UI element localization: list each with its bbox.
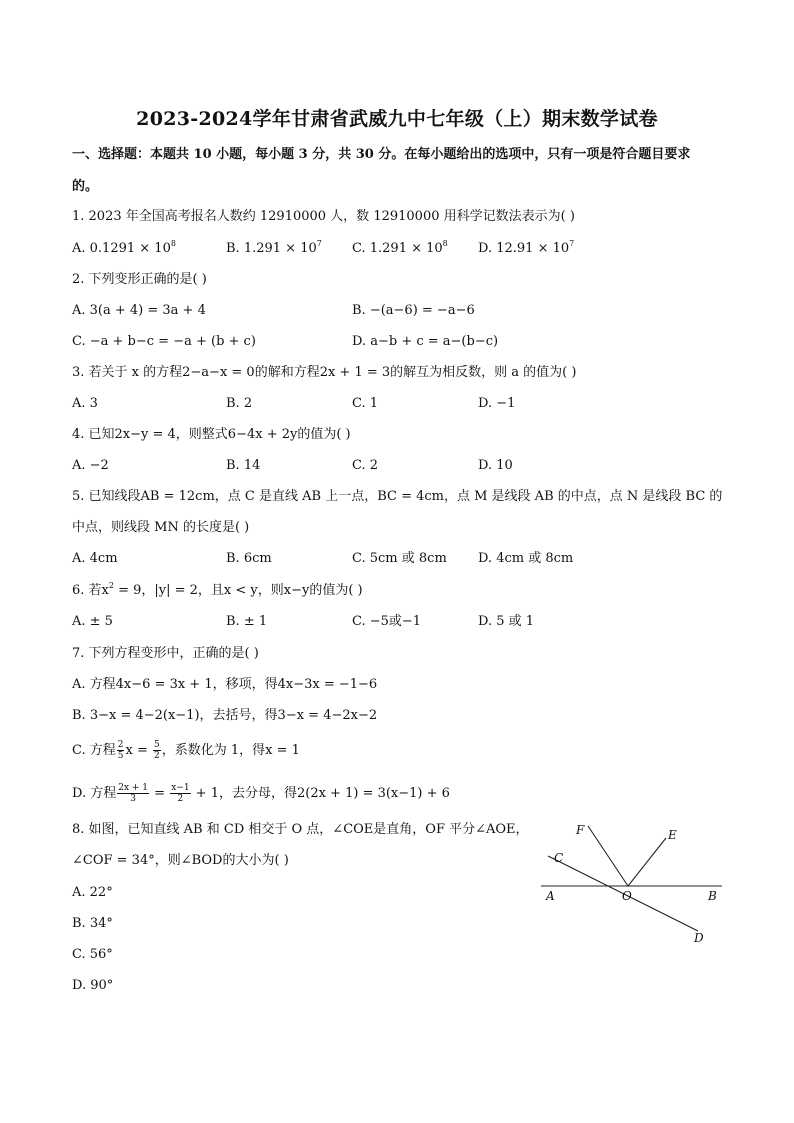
fraction: $\frac{2}{5}$ bbox=[117, 740, 124, 761]
label-d: D bbox=[694, 931, 704, 945]
q5-option-c: C. 5cm 或 8cm bbox=[352, 551, 447, 566]
q4-option-a: A. −2 bbox=[72, 458, 109, 473]
section-heading-line2: 的。 bbox=[72, 179, 99, 194]
q7-option-b: B. 3−x = 4−2(x−1)，去括号，得3−x = 4−2x−2 bbox=[72, 708, 378, 723]
q4-option-c: C. 2 bbox=[352, 458, 379, 473]
q4-option-b: B. 14 bbox=[226, 458, 261, 473]
question-2-stem: 2. 下列变形正确的是( ) bbox=[72, 272, 207, 287]
geometry-figure bbox=[536, 816, 726, 946]
label-o: O bbox=[622, 889, 632, 903]
q1-option-a: A. $0.1291 \times 10^8$ bbox=[72, 239, 176, 256]
q3-option-a: A. 3 bbox=[72, 396, 98, 411]
q6-option-b: B. ± 1 bbox=[226, 614, 268, 629]
q7-option-d: D. 方程 $\frac{2x + 1}{3}$ = $\frac{x-1}{2}$ + 1，去分母，得2(2x + 1) = 3(x−1) + 6 bbox=[72, 783, 450, 804]
label-b: B bbox=[708, 889, 717, 903]
q6-option-d: D. 5 或 1 bbox=[478, 614, 535, 629]
q6-option-a: A. ± 5 bbox=[72, 614, 113, 629]
q1-option-d: D. $12.91 \times 10^7$ bbox=[478, 239, 575, 256]
question-7-stem: 7. 下列方程变形中，正确的是( ) bbox=[72, 646, 259, 661]
q8-option-b: B. 34° bbox=[72, 916, 113, 931]
question-6-stem: 6. 若$x^2 = 9$，|y| = 2，且x < y，则x−y的值为( ) bbox=[72, 581, 363, 598]
q1-option-b: B. $1.291 \times 10^7$ bbox=[226, 239, 322, 256]
q5-option-d: D. 4cm 或 8cm bbox=[478, 551, 574, 566]
fraction: $\frac{5}{2}$ bbox=[153, 740, 160, 761]
question-5-stem-line1: 5. 已知线段AB = 12cm，点 C 是直线 AB 上一点，BC = 4cm，点 M 是线段 AB 的中点，点 N 是线段 BC 的 bbox=[72, 489, 723, 504]
ray-of bbox=[588, 826, 628, 886]
label-a: A bbox=[546, 889, 555, 903]
question-8-stem-line2: ∠COF = 34°，则∠BOD的大小为( ) bbox=[72, 853, 289, 868]
fraction: $\frac{2x + 1}{3}$ bbox=[118, 783, 149, 804]
question-4-stem: 4. 已知2x−y = 4，则整式6−4x + 2y的值为( ) bbox=[72, 427, 351, 442]
q7-option-a: A. 方程4x−6 = 3x + 1，移项，得4x−3x = −1−6 bbox=[72, 677, 378, 692]
question-1-stem: 1. 2023 年全国高考报名人数约 12910000 人，数 12910000 用科学记数法表示为( ) bbox=[72, 209, 575, 224]
q8-option-d: D. 90° bbox=[72, 978, 114, 993]
q3-option-b: B. 2 bbox=[226, 396, 253, 411]
q5-option-a: A. 4cm bbox=[72, 551, 118, 566]
label-c: C bbox=[554, 851, 564, 865]
q8-option-a: A. 22° bbox=[72, 885, 113, 900]
q2-option-b: B. −(a−6) = −a−6 bbox=[352, 303, 475, 318]
fraction: $\frac{x-1}{2}$ bbox=[171, 783, 190, 804]
question-3-stem: 3. 若关于 x 的方程2−a−x = 0的解和方程2x + 1 = 3的解互为相反数，则 a 的值为( ) bbox=[72, 365, 577, 380]
q1-option-c: C. $1.291 \times 10^8$ bbox=[352, 239, 448, 256]
question-8-stem-line1: 8. 如图，已知直线 AB 和 CD 相交于 O 点，∠COE是直角，OF 平分∠AOE， bbox=[72, 822, 529, 837]
q2-option-a: A. 3(a + 4) = 3a + 4 bbox=[72, 303, 206, 318]
q3-option-c: C. 1 bbox=[352, 396, 379, 411]
q8-option-c: C. 56° bbox=[72, 947, 113, 962]
q7-option-c: C. 方程 $\frac{2}{5}$ x = $\frac{5}{2}$ ，系数化为 1，得x = 1 bbox=[72, 740, 300, 761]
q2-option-d: D. a−b + c = a−(b−c) bbox=[352, 334, 499, 349]
section-heading-line1: 一、选择题：本题共 10 小题，每小题 3 分，共 30 分。在每小题给出的选项中，只有一项是符合题目要求 bbox=[72, 147, 691, 162]
question-5-stem-line2: 中点，则线段 MN 的长度是( ) bbox=[72, 520, 250, 535]
label-e: E bbox=[668, 828, 677, 842]
q2-option-c: C. −a + b−c = −a + (b + c) bbox=[72, 334, 256, 349]
ray-oe bbox=[628, 838, 666, 886]
q4-option-d: D. 10 bbox=[478, 458, 513, 473]
q6-option-c: C. −5或−1 bbox=[352, 614, 422, 629]
exam-title: 2023-2024学年甘肃省武威九中七年级（上）期末数学试卷 bbox=[136, 108, 658, 130]
q3-option-d: D. −1 bbox=[478, 396, 516, 411]
q5-option-b: B. 6cm bbox=[226, 551, 272, 566]
label-f: F bbox=[576, 823, 585, 837]
